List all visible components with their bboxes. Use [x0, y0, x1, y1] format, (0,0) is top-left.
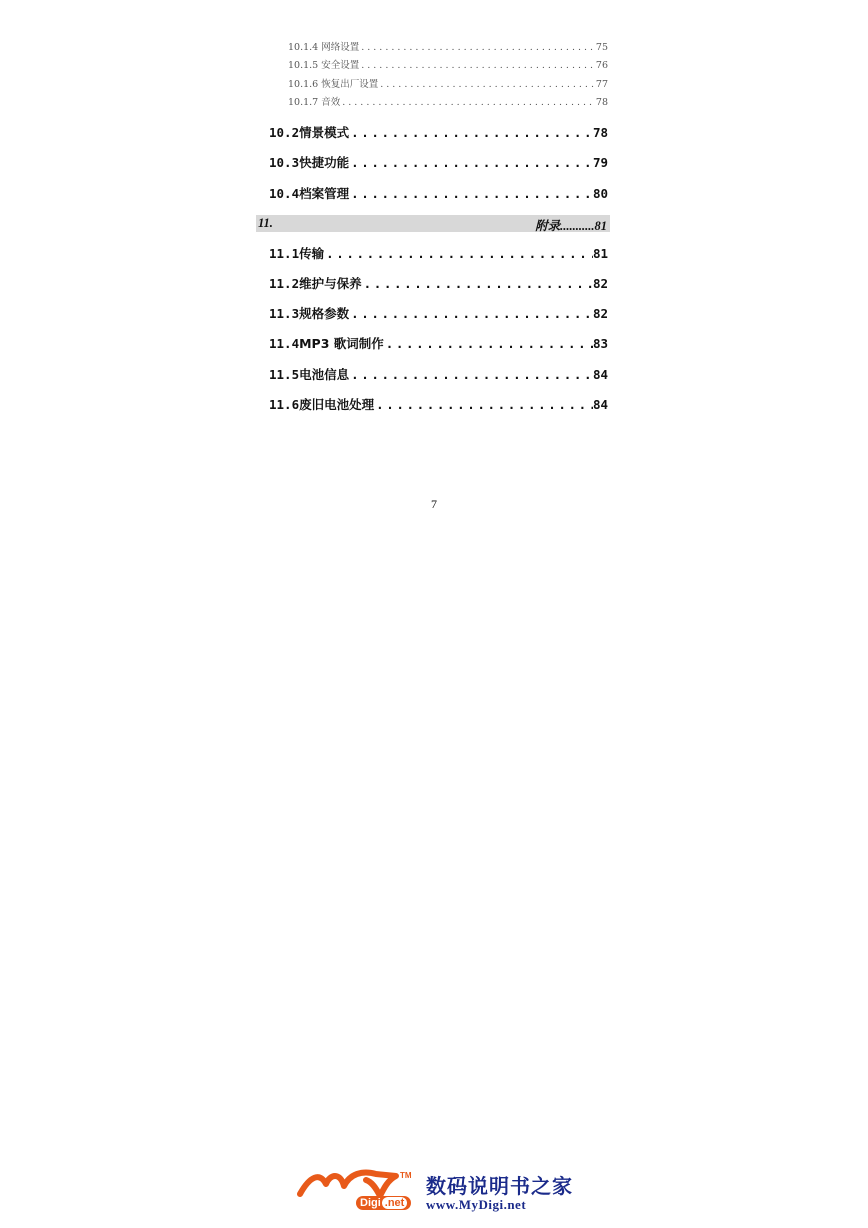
dot-leader [374, 396, 593, 414]
dot-leader [384, 335, 593, 353]
dot-leader [362, 275, 593, 293]
toc-entry-title: 档案管理 [299, 186, 350, 201]
chapter-number: 11. [258, 216, 273, 230]
chapter-title: 附录 [535, 219, 561, 233]
toc-entry[interactable] [269, 124, 608, 142]
toc-entry[interactable] [269, 275, 608, 293]
toc-entry-page: 76 [595, 60, 608, 71]
toc-entry-page: 75 [595, 42, 608, 53]
toc-entry-page: 79 [592, 155, 608, 170]
toc-entry-number: 10.2 [269, 125, 300, 140]
toc-entry-page: 77 [595, 79, 608, 90]
dot-leader [349, 124, 593, 142]
chapter-dot-leader: ........... [560, 219, 595, 233]
toc-entry-page: 80 [592, 186, 608, 201]
toc-entry[interactable] [269, 185, 608, 203]
digi-net-badge [356, 1196, 411, 1210]
dot-leader [349, 305, 593, 323]
toc-entry-number: 11.1 [269, 246, 300, 261]
toc-entry[interactable] [269, 335, 608, 353]
toc-entry-number: 11.4 [269, 336, 300, 351]
site-url-link[interactable]: www.MyDigi.net [426, 1197, 527, 1212]
toc-entry-page: 78 [595, 97, 608, 108]
toc-entry-number: 11.2 [269, 276, 300, 291]
toc-entry-number: 11.5 [269, 367, 300, 382]
digi-badge-left: Digi [360, 1197, 381, 1209]
dot-leader [349, 185, 593, 203]
toc-entry-number: 11.6 [269, 397, 300, 412]
toc-entry[interactable] [288, 59, 608, 73]
toc-entry-page: 78 [592, 125, 608, 140]
toc-entry-title: 电池信息 [299, 367, 350, 382]
my-swoosh-icon [296, 1166, 426, 1200]
toc-entry[interactable] [269, 396, 608, 414]
dot-leader [359, 59, 596, 73]
toc-entry[interactable] [269, 245, 608, 263]
toc-entry[interactable] [288, 96, 608, 110]
dot-leader [378, 78, 596, 92]
dot-leader [340, 96, 596, 110]
mydigi-logo[interactable] [296, 1166, 576, 1216]
toc-entry-title: MP3 歌词制作 [299, 336, 384, 351]
dot-leader [349, 154, 593, 172]
chapter-title-group [535, 216, 607, 234]
chapter-page: 81 [594, 219, 607, 233]
toc-chapter-heading[interactable] [256, 215, 610, 232]
toc-entry[interactable] [288, 78, 608, 92]
toc-entry-title: 维护与保养 [299, 276, 362, 291]
dot-leader [324, 245, 593, 263]
toc-entry[interactable] [269, 366, 608, 384]
toc-entry-page: 81 [592, 246, 608, 261]
toc-entry-label: 10.1.6 恢复出厂设置 [288, 79, 379, 90]
toc-entry-label: 10.1.5 安全设置 [288, 60, 360, 71]
trademark-label: TM [400, 1171, 412, 1180]
toc-entry-label: 10.1.7 音效 [288, 97, 341, 108]
toc-entry-page: 84 [592, 397, 608, 412]
dot-leader [359, 41, 596, 55]
digi-badge-right: .net [382, 1197, 408, 1209]
toc-entry-page: 82 [592, 276, 608, 291]
dot-leader [349, 366, 593, 384]
toc-entry-number: 11.3 [269, 306, 300, 321]
toc-entry-page: 83 [592, 336, 608, 351]
site-name: 数码说明书之家 [426, 1174, 573, 1198]
toc-entry-title: 快捷功能 [299, 155, 350, 170]
toc-entry-label: 10.1.4 网络设置 [288, 42, 360, 53]
toc-entry-title: 规格参数 [299, 306, 350, 321]
toc-entry-title: 废旧电池处理 [299, 397, 375, 412]
page-number: 7 [431, 497, 437, 511]
toc-entry-number: 10.3 [269, 155, 300, 170]
toc-entry-number: 10.4 [269, 186, 300, 201]
toc-entry-page: 84 [592, 367, 608, 382]
toc-entry[interactable] [288, 41, 608, 55]
toc-entry[interactable] [269, 305, 608, 323]
toc-entry-title: 情景模式 [299, 125, 350, 140]
toc-entry[interactable] [269, 154, 608, 172]
toc-entry-title: 传输 [299, 246, 325, 261]
toc-entry-page: 82 [592, 306, 608, 321]
